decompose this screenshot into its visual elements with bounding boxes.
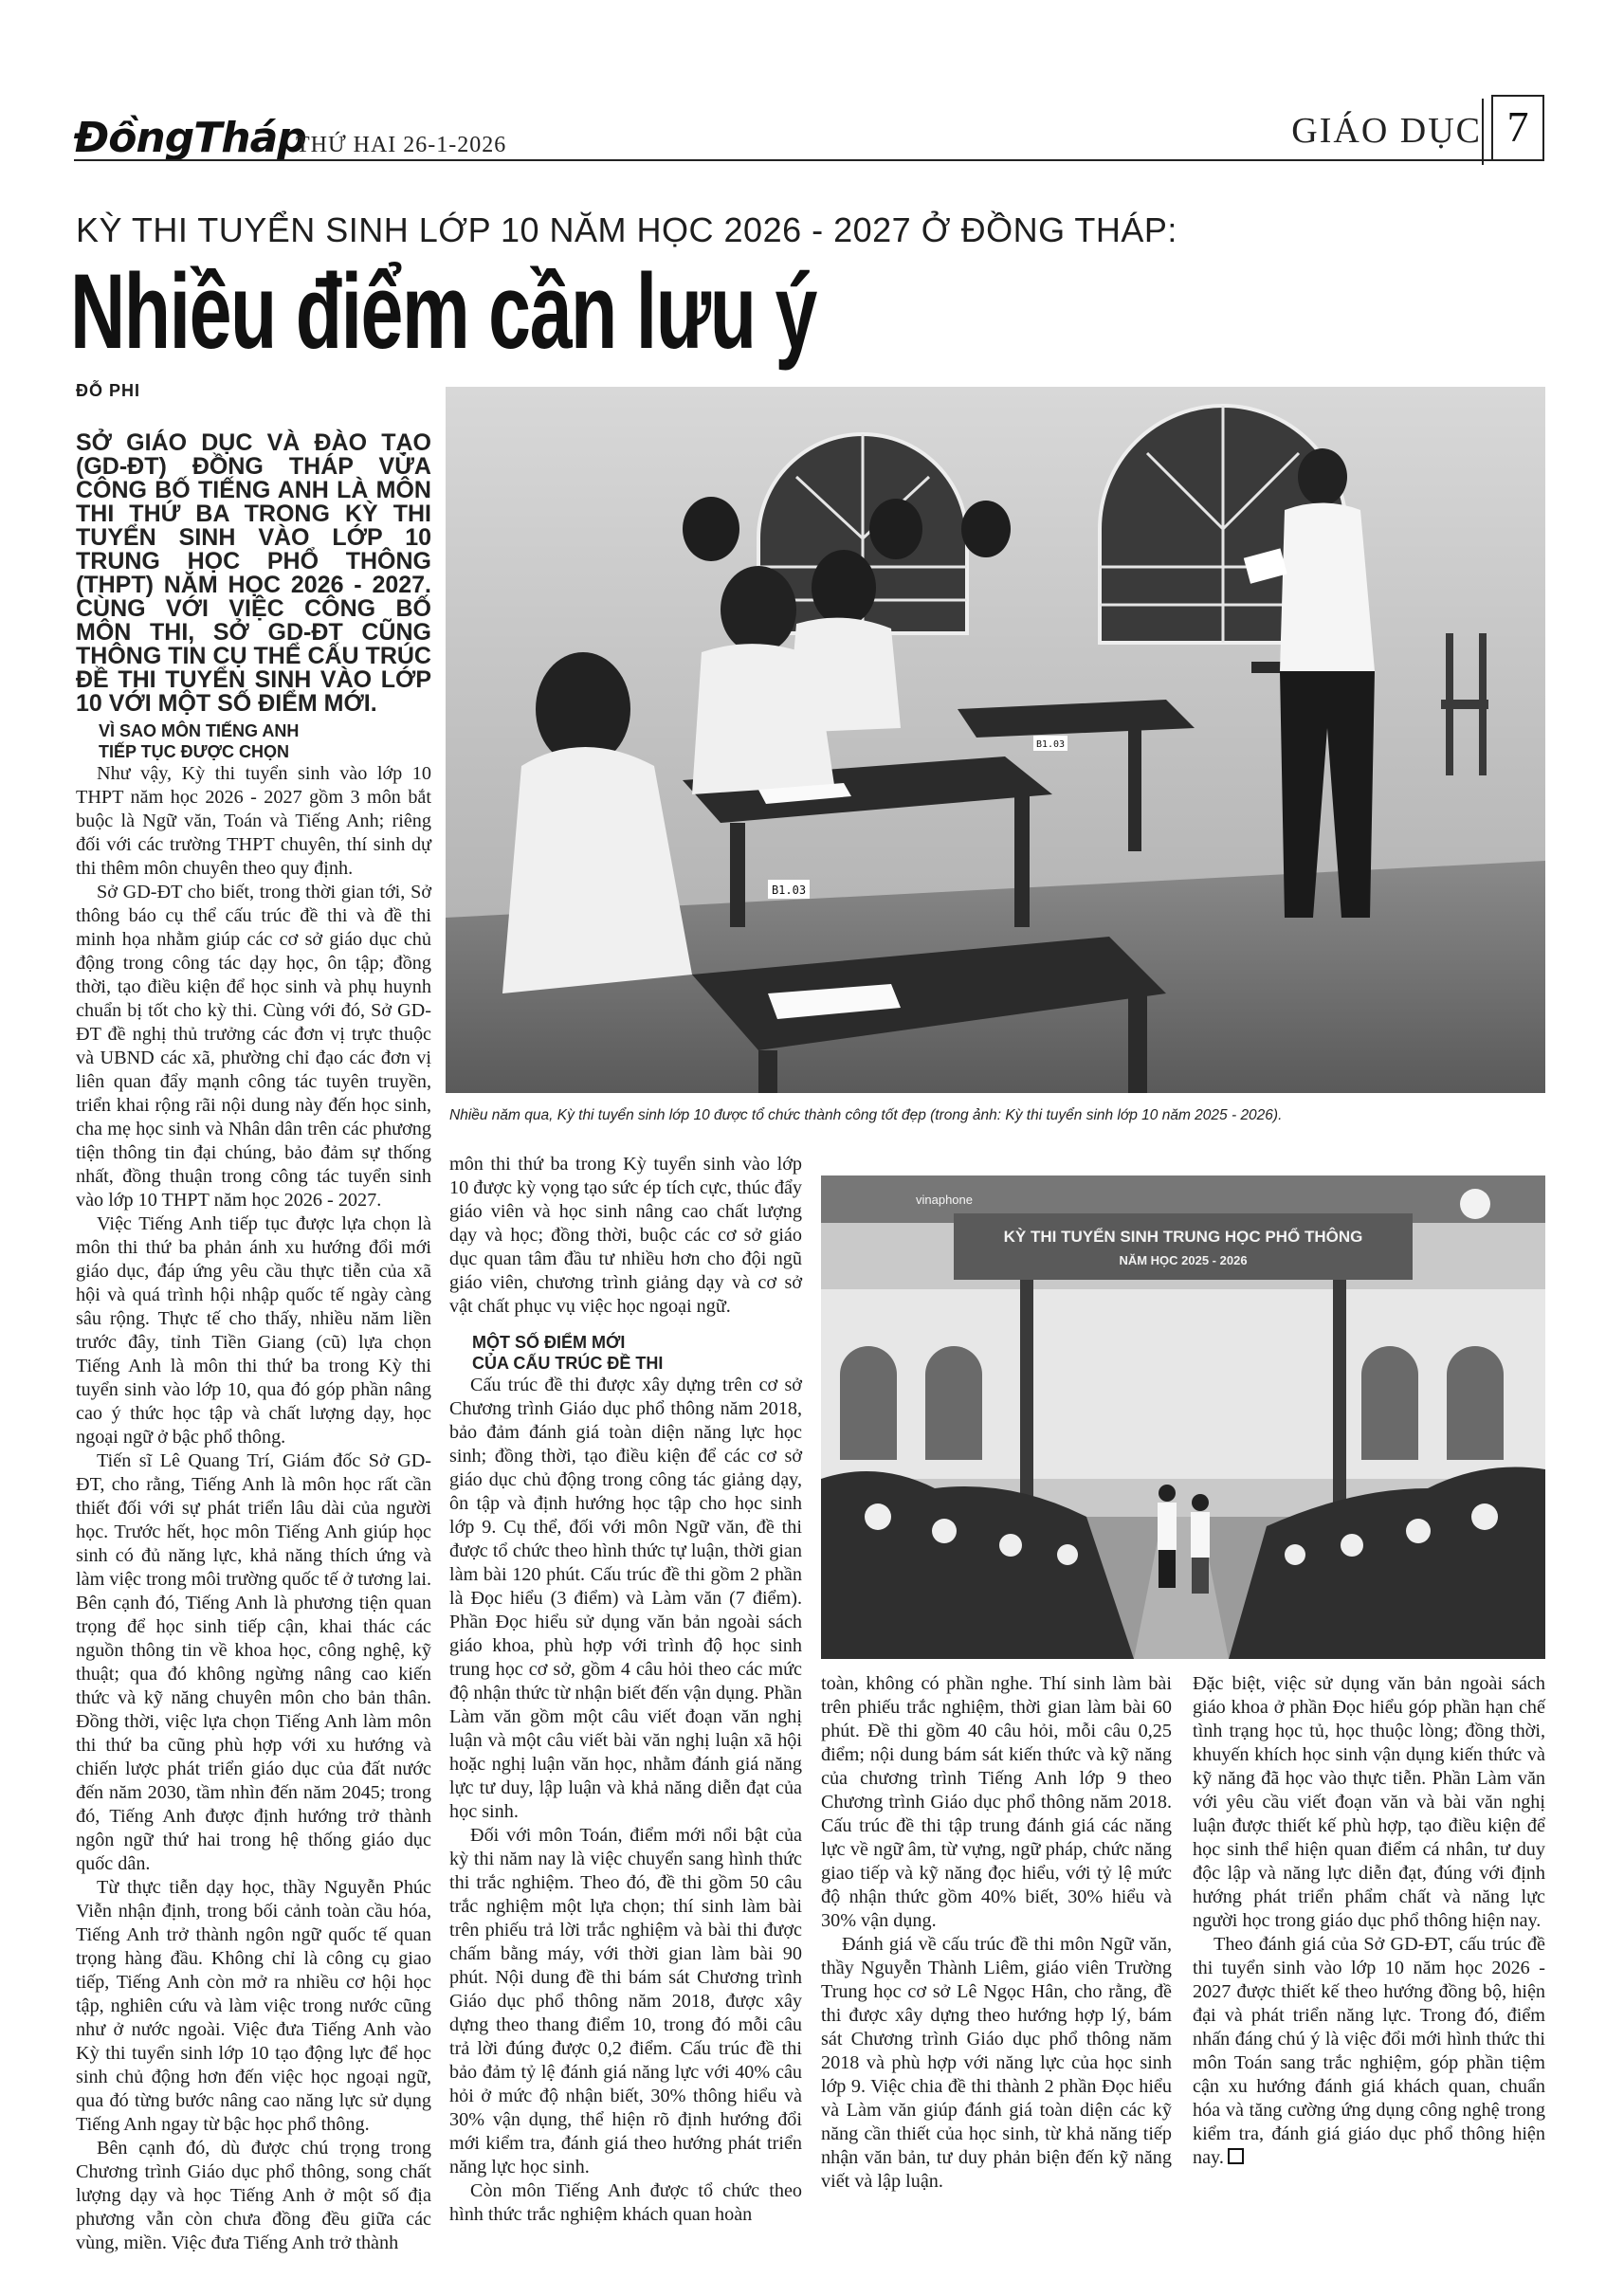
paragraph: Còn môn Tiếng Anh được tổ chức theo hình thức trắc nghiệm khách quan hoàn — [449, 2180, 802, 2225]
section-heading-line: MỘT SỐ ĐIỂM MỚI — [472, 1333, 626, 1352]
desk-label: B1.03 — [771, 884, 807, 897]
section-heading-line: CỦA CẤU TRÚC ĐỀ THI — [472, 1354, 664, 1373]
banner-title: KỲ THI TUYỂN SINH TRUNG HỌC PHỔ THÔNG — [1003, 1228, 1363, 1246]
paragraph: Đối với môn Toán, điểm mới nổi bật của kỳ thi năm nay là việc chuyển sang hình thức thi trắc nghiệm. Theo đó, đề thi gồm 50 câu trắc nghiệm một lựa chọn; thí sinh làm bài trên phiếu trả lời trắc nghiệm và bài thi được chấm bằng máy, với thời gian làm bài 90 phút. Nội dung đề thi bám sát Chương trình Giáo dục phổ thông năm 2018, được xây dựng theo thang điểm 10, trong đó mỗi câu trả lời đúng được 0,2 điểm. Cấu trúc đề thi bảo đảm tỷ lệ đánh giá năng lực với 40% câu hỏi ở mức độ nhận biết, 30% thông hiểu và 30% vận dụng, thể hiện rõ định hướng đổi mới kiểm tra, đánh giá theo hướng phát triển năng lực học sinh. — [449, 1825, 802, 2178]
desk-label: B1.03 — [1035, 739, 1066, 750]
article-column-4 — [1193, 1672, 1545, 2170]
paragraph: toàn, không có phần nghe. Thí sinh làm bài trên phiếu trắc nghiệm, thời gian làm bài 60 phút. Đề thi gồm 40 câu hỏi, mỗi câu 0,25 điểm; nội dung bám sát kiến thức và kỹ năng của chương trình Tiếng Anh lớp 9 theo Chương trình Giáo dục phổ thông năm 2018. Cấu trúc đề thi tập trung đánh giá các năng lực về ngữ âm, từ vựng, ngữ pháp, chức năng giao tiếp và kỹ năng đọc hiểu, với tỷ lệ mức độ nhận thức gồm 40% biết, 30% hiểu và 30% vận dụng. — [821, 1673, 1172, 1931]
page-number: 7 — [1491, 95, 1544, 161]
paragraph: Việc Tiếng Anh tiếp tục được lựa chọn là môn thi thứ ba phản ánh xu hướng đổi mới giáo dục, đáp ứng yêu cầu thực tiễn của xã hội và quá trình hội nhập quốc tế ngày càng sâu rộng. Thực tế cho thấy, nhiều năm liền trước đây, tỉnh Tiền Giang (cũ) lựa chọn Tiếng Anh là môn thi thứ ba trong Kỳ thi tuyển sinh vào lớp 10, qua đó góp phần nâng cao ý thức học tập và chất lượng dạy, học ngoại ngữ ở bậc phổ thông. — [76, 1213, 431, 1448]
paragraph: Sở GD-ĐT cho biết, trong thời gian tới, Sở thông báo cụ thể cấu trúc đề thi và đề thi minh họa nhằm giúp các cơ sở giáo dục chủ động trong công tác dạy học, ôn tập; đồng thời, tạo điều kiện để học sinh và phụ huynh chuẩn bị tốt cho kỳ thi. Cùng với đó, Sở GD-ĐT đề nghị thủ trưởng các đơn vị trực thuộc và UBND các xã, phường chỉ đạo các đơn vị liên quan đẩy mạnh công tác tuyên truyền, triển khai rộng rãi nội dung này đến học sinh, cha mẹ học sinh và Nhân dân trên các phương tiện thông tin đại chúng, bảo đảm sự thống nhất, đồng thuận trong công tác tuyển sinh vào lớp 10 THPT năm học 2026 - 2027. — [76, 882, 431, 1211]
paragraph: Như vậy, Kỳ thi tuyển sinh vào lớp 10 THPT năm học 2026 - 2027 gồm 3 môn bắt buộc là Ngữ văn, Toán và Tiếng Anh; riêng đối với các trường THPT chuyên, thí sinh dự thi thêm môn chuyên theo quy định. — [76, 763, 431, 879]
paragraph: Đặc biệt, việc sử dụng văn bản ngoài sách giáo khoa ở phần Đọc hiểu góp phần hạn chế tình trạng học tủ, học thuộc lòng; đồng thời, khuyến khích học sinh vận dụng kiến thức và kỹ năng đã học vào thực tiễn. Phần Làm văn với yêu cầu viết đoạn văn và bài văn nghị luận được thiết kế phù hợp, tạo điều kiện để học sinh thể hiện quan điểm cá nhân, tư duy độc lập và năng lực diễn đạt, đúng với định hướng phát triển phẩm chất và năng lực người học trong giáo dục phổ thông hiện nay. — [1193, 1673, 1545, 1931]
paragraph — [1193, 1933, 1545, 2170]
paragraph: Cấu trúc đề thi được xây dựng trên cơ sở Chương trình Giáo dục phổ thông năm 2018, bảo đảm đánh giá toàn diện năng lực học sinh; đồng thời, tạo điều kiện để các cơ sở giáo dục chủ động trong công tác giảng dạy, ôn tập và định hướng học tập cho học sinh lớp 9. Cụ thể, đối với môn Ngữ văn, đề thi được tổ chức theo hình thức tự luận, thời gian làm bài 120 phút. Cấu trúc đề thi gồm 2 phần là Đọc hiểu (3 điểm) và Làm văn (7 điểm). Phần Đọc hiểu sử dụng văn bản ngoài sách giáo khoa, phù hợp với trình độ học sinh trung học cơ sở, gồm 4 câu hỏi theo các mức độ nhận thức từ nhận biết đến vận dụng. Phần Làm văn gồm một câu viết đoạn văn nghị luận và một câu viết bài văn nghị luận xã hội hoặc nghị luận văn học, nhằm đánh giá năng lực tư duy, lập luận và khả năng diễn đạt của học sinh. — [449, 1375, 802, 1822]
banner-subtitle: NĂM HỌC 2025 - 2026 — [1119, 1253, 1248, 1267]
header-rule — [74, 159, 1541, 161]
paragraph: Từ thực tiễn dạy học, thầy Nguyễn Phúc Viễn nhận định, trong bối cảnh toàn cầu hóa, Tiếng Anh trở thành ngôn ngữ quốc tế quan trọng hàng đầu. Không chỉ là công cụ giao tiếp, Tiếng Anh còn mở ra nhiều cơ hội học tập, nghiên cứu và làm việc trong nước cũng như ở nước ngoài. Việc đưa Tiếng Anh vào Kỳ thi tuyển sinh lớp 10 tạo động lực để học sinh chủ động hơn đến việc học ngoại ngữ, qua đó từng bước nâng cao năng lực sử dụng Tiếng Anh ngay từ bậc học phổ thông. — [76, 1877, 431, 2135]
section-name: GIÁO DỤC — [1291, 111, 1482, 151]
paragraph: Đánh giá về cấu trúc đề thi môn Ngữ văn, thầy Nguyễn Thành Liêm, giáo viên Trường Trung học cơ sở Lê Ngọc Hân, cho rằng, đề thi được xây dựng theo hướng hợp lý, bám sát Chương trình Giáo dục phổ thông năm 2018 và phù hợp với năng lực của học sinh lớp 9. Việc chia đề thi thành 2 phần Đọc hiểu và Làm văn giúp đánh giá toàn diện các kỹ năng cần thiết của học sinh, từ khả năng tiếp nhận văn bản, tư duy phản biện đến kỹ năng viết và lập luận. — [821, 1934, 1172, 2192]
paragraph-text: Theo đánh giá của Sở GD-ĐT, cấu trúc đề thi tuyển sinh vào lớp 10 năm học 2026 - 2027 được thiết kế theo hướng đồng bộ, hiện đại và phát triển năng lực. Trong đó, điểm nhấn đáng chú ý là việc đổi mới hình thức thi môn Toán sang trắc nghiệm, góp phần tiệm cận xu hướng đánh giá khách quan, chuẩn hóa và tăng cường ứng dụng công nghệ trong kiểm tra, đánh giá giáo dục phổ thông hiện nay. — [1193, 1934, 1545, 2168]
paragraph: Tiến sĩ Lê Quang Trí, Giám đốc Sở GD-ĐT, cho rằng, Tiếng Anh là môn học rất cần thiết đối với sự phát triển lâu dài của người học. Trước hết, học môn Tiếng Anh giúp học sinh có đủ năng lực, khả năng thích ứng và làm việc trong môi trường quốc tế ở tương lai. Bên cạnh đó, Tiếng Anh là phương tiện quan trọng để học sinh tiếp cận, khai thác các nguồn thông tin về khoa học, công nghệ, kỹ thuật; qua đó không ngừng nâng cao kiến thức và kỹ năng chuyên môn cho bản thân. Đồng thời, việc lựa chọn Tiếng Anh làm môn thi thứ ba cũng phù hợp với xu hướng và chiến lược phát triển giáo dục của đất nước đến năm 2030, tầm nhìn đến năm 2045; trong đó, Tiếng Anh được định hướng trở thành ngôn ngữ thứ hai trong hệ thống giáo dục quốc dân. — [76, 1450, 431, 1874]
sponsor-sign: vinaphone — [916, 1193, 973, 1207]
article-headline: Nhiều điểm cần lưu ý — [70, 252, 816, 371]
article-kicker: KỲ THI TUYỂN SINH LỚP 10 NĂM HỌC 2026 - 2027 Ở ĐỒNG THÁP: — [76, 210, 1177, 249]
end-of-article-mark — [1228, 2148, 1244, 2164]
article-column-2 — [449, 1153, 802, 2227]
issue-date: THỨ HAI 26-1-2026 — [296, 133, 507, 157]
paragraph: môn thi thứ ba trong Kỳ tuyển sinh vào lớp 10 được kỳ vọng tạo sức ép tích cực, thúc đẩy giáo viên và học sinh nâng cao chất lượng dạy và học; đồng thời, buộc các cơ sở giáo dục quan tâm đầu tư nhiều hơn cho đội ngũ giáo viên, chương trình giảng dạy và cơ sở vật chất phục vụ việc học ngoại ngữ. — [449, 1154, 802, 1317]
newspaper-logo: ĐồngTháp — [74, 114, 306, 162]
section-heading-line: TIẾP TỤC ĐƯỢC CHỌN — [99, 742, 289, 761]
exam-gate-photo — [821, 1175, 1545, 1659]
article-author: ĐỖ PHI — [76, 381, 141, 400]
exam-room-photo — [446, 387, 1545, 1093]
section-heading-line: VÌ SAO MÔN TIẾNG ANH — [99, 721, 300, 740]
photo-caption: Nhiều năm qua, Kỳ thi tuyển sinh lớp 10 được tổ chức thành công tốt đẹp (trong ảnh: Kỳ thi tuyển sinh lớp 10 năm 2025 - 2026). — [449, 1107, 1283, 1123]
section-heading-1 — [76, 720, 431, 762]
section-heading-2 — [449, 1332, 802, 1374]
article-column-3 — [821, 1672, 1172, 2194]
article-column-1 — [76, 720, 431, 2255]
article-lead: SỞ GIÁO DỤC VÀ ĐÀO TẠO (GD-ĐT) ĐỒNG THÁP VỪA CÔNG BỐ TIẾNG ANH LÀ MÔN THI THỨ BA TRONG KỲ THI TUYỂN SINH VÀO LỚP 10 TRUNG HỌC PHỔ THÔNG (THPT) NĂM HỌC 2026 - 2027. CÙNG VỚI VIỆC CÔNG BỐ MÔN THI, SỞ GD-ĐT CŨNG THÔNG TIN CỤ THỂ CẤU TRÚC ĐỀ THI TUYỂN SINH VÀO LỚP 10 VỚI MỘT SỐ ĐIỂM MỚI. — [76, 429, 431, 717]
paragraph: Bên cạnh đó, dù được chú trọng trong Chương trình Giáo dục phổ thông, song chất lượng dạy và học Tiếng Anh ở một số địa phương vẫn còn chưa đồng đều giữa các vùng, miền. Việc đưa Tiếng Anh trở thành — [76, 2138, 431, 2253]
section-divider — [1482, 99, 1484, 165]
